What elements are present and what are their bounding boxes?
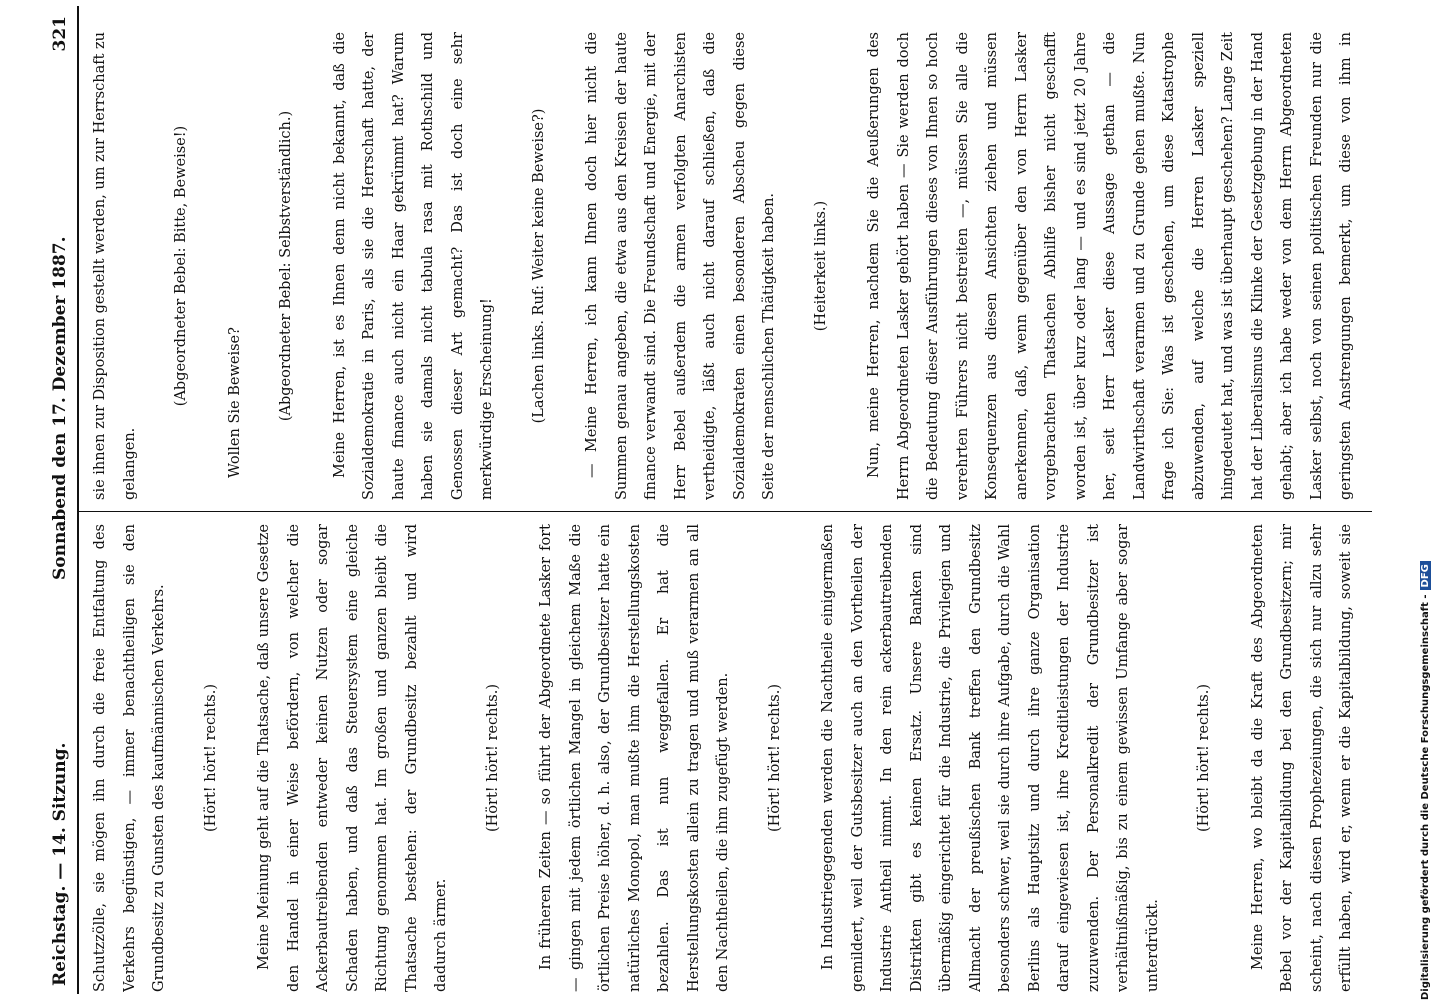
digitization-credit — [1420, 0, 1432, 1000]
interjection: (Hört! hört! rechts.) — [484, 684, 501, 832]
running-header-session: Reichstag. — 14. Sitzung. — [50, 742, 70, 986]
interjection: (Abgeordneter Bebel: Selbstverständlich.) — [278, 110, 294, 422]
paragraph: Schutzzölle, sie mögen ihn durch die freie Entfaltung des Verkehrs begünstigen, — immer benachtheiligen sie den Grundbesitz zu Gunsten des kaufmännischen Verkehrs. — [92, 524, 167, 992]
left-text-column — [86, 524, 1366, 992]
interjection: (Heiterkeit links.) — [812, 200, 829, 332]
paragraph: Nun, meine Herren, nachdem Sie die Aeußerungen des Herrn Abgeordneten Lasker gehört haben — Sie werden doch die Bedeutung dieser Ausführungen dieses von Ihnen so hoch verehrten Führers nicht bestreiten —, müssen Sie alle die Konsequenzen aus diesen Ansichten ziehen und müssen anerkennen, daß, wenn gegenüber den von Herrn Lasker vorgebrachten Thatsachen Abhilfe bisher nicht geschafft worden ist, über kurz oder lang — und es sind jetzt 20 Jahre her, seit Herr Lasker diese Aussage gethan — die Landwirthschaft verarmen und zu Grunde gehen mußte. Nun frage ich Sie: Was ist geschehen, um diese Katastrophe abzuwenden, auf welche die Herren Lasker speziell hingedeutet hat, und was ist überhaupt geschehen? Lange Zeit hat der Liberalismus die Klinke der Gesetzgebung in der Hand gehabt; aber ich habe weder von dem Herrn Abgeordneten Lasker selbst, noch von seinen politischen Freunden nur die geringsten Anstrengungen bemerkt, um diese von ihm in — [866, 32, 1354, 500]
column-divider — [78, 511, 1372, 512]
interjection: (Abgeordneter Bebel: Bitte, Beweise!) — [173, 125, 189, 407]
paragraph: Meine Herren, wo bleibt da die Kraft des Abgeordneten Bebel vor der Kapitalbildung bei den Grundbesitzern; mir scheint, nach diesen Prophezeiungen, die sich nur allzu sehr erfüllt haben, wird er, wenn er die Kapitalbildung, soweit sie — [1249, 524, 1354, 992]
interjection: (Hört! hört! rechts.) — [1196, 684, 1212, 832]
paragraph: In Industriegegenden werden die Nachtheile einigermaßen gemildert, weil der Gutsbesitzer auch an den Vortheilen der Industrie Antheil nimmt. In den rein ackerbautreibenden Distrikten gibt es keinen Ersatz. Unsere Banken sind übermäßig eingerichtet für die Industrie, die Privilegien und Allmacht der preußischen Bank treffen den Grundbesitz besonders schwer, weil sie durch ihre Aufgabe, durch die Wahl Berlins als Hauptsitz und durch ihre ganze Organisation darauf eingewiesen ist, ihre Kreditleistungen der Industrie zuzuwenden. Der Personalkredit der Grundbesitzer ist verhältnißmäßig, bis zu einem gewissen Umfange aber sogar unterdrückt. — [820, 524, 1161, 992]
credit-text: Digitalisierung gefördert durch die Deutsche Forschungsgemeinschaft - — [1420, 594, 1431, 1000]
page-number: 321 — [50, 16, 70, 52]
right-text-column — [86, 32, 1366, 500]
paragraph: Wollen Sie Beweise? — [226, 327, 243, 478]
interjection: (Hört! hört! rechts.) — [766, 684, 783, 832]
paragraph: Meine Herren, ist es Ihnen denn nicht bekannt, daß die Sozialdemokratie in Paris, als sie die Herrschaft hatte, der haute finance auch nicht ein Haar gekrümmt hat? Warum haben sie damals nicht tabula rasa mit Rothschild und Genossen dieser Art gemacht? Das ist doch eine sehr merkwürdige Erscheinung! — [331, 32, 495, 500]
paragraph: In früheren Zeiten — so führt der Abgeordnete Lasker fort — gingen mit jedem örtlichen Mangel in gleichem Maße die örtlichen Preise höher, d. h. also, der Grundbesitzer hatte ein natürliches Monopol, man mußte ihm die Herstellungskosten bezahlen. Das ist nun weggefallen. Er hat die Herstellungskosten allein zu tragen und muß verarmen an all den Nachtheilen, die ihm zugefügt werden. — [538, 524, 731, 992]
paragraph: sie ihnen zur Disposition gestellt werden, um zur Herrschaft zu gelangen. — [92, 32, 138, 500]
interjection: (Hört! hört! rechts.) — [202, 684, 219, 832]
dfg-logo: DFG — [1420, 561, 1431, 590]
paragraph: — Meine Herren, ich kann Ihnen doch hier nicht die Summen genau angeben, die etwa aus den Kreisen der haute finance verwandt sind. Die Freundschaft und Energie, mit der Herr Bebel außerdem die armen verfolgten Anarchisten vertheidigte, läßt auch nicht darauf schließen, daß die Sozialdemokraten einen besonderen Abscheu gegen diese Seite der menschlichen Thätigkeit haben. — [584, 32, 777, 500]
running-header-date: Sonnabend den 17. Dezember 1887. — [50, 236, 70, 580]
interjection: (Lachen links. Ruf: Weiter keine Beweise?) — [530, 108, 547, 424]
rotated-newspaper-page — [50, 0, 1382, 1000]
paragraph: Meine Meinung geht auf die Thatsache, daß unsere Gesetze den Handel in einer Weise befördern, von welcher die Ackerbautreibenden entweder keinen Nutzen oder sogar Schaden haben, und daß das Steuersystem eine gleiche Richtung genommen hat. Im großen und ganzen bleibt die Thatsache bestehen: der Grundbesitz bezahlt und wird dadurch ärmer. — [256, 524, 449, 992]
header-rule — [77, 6, 79, 994]
